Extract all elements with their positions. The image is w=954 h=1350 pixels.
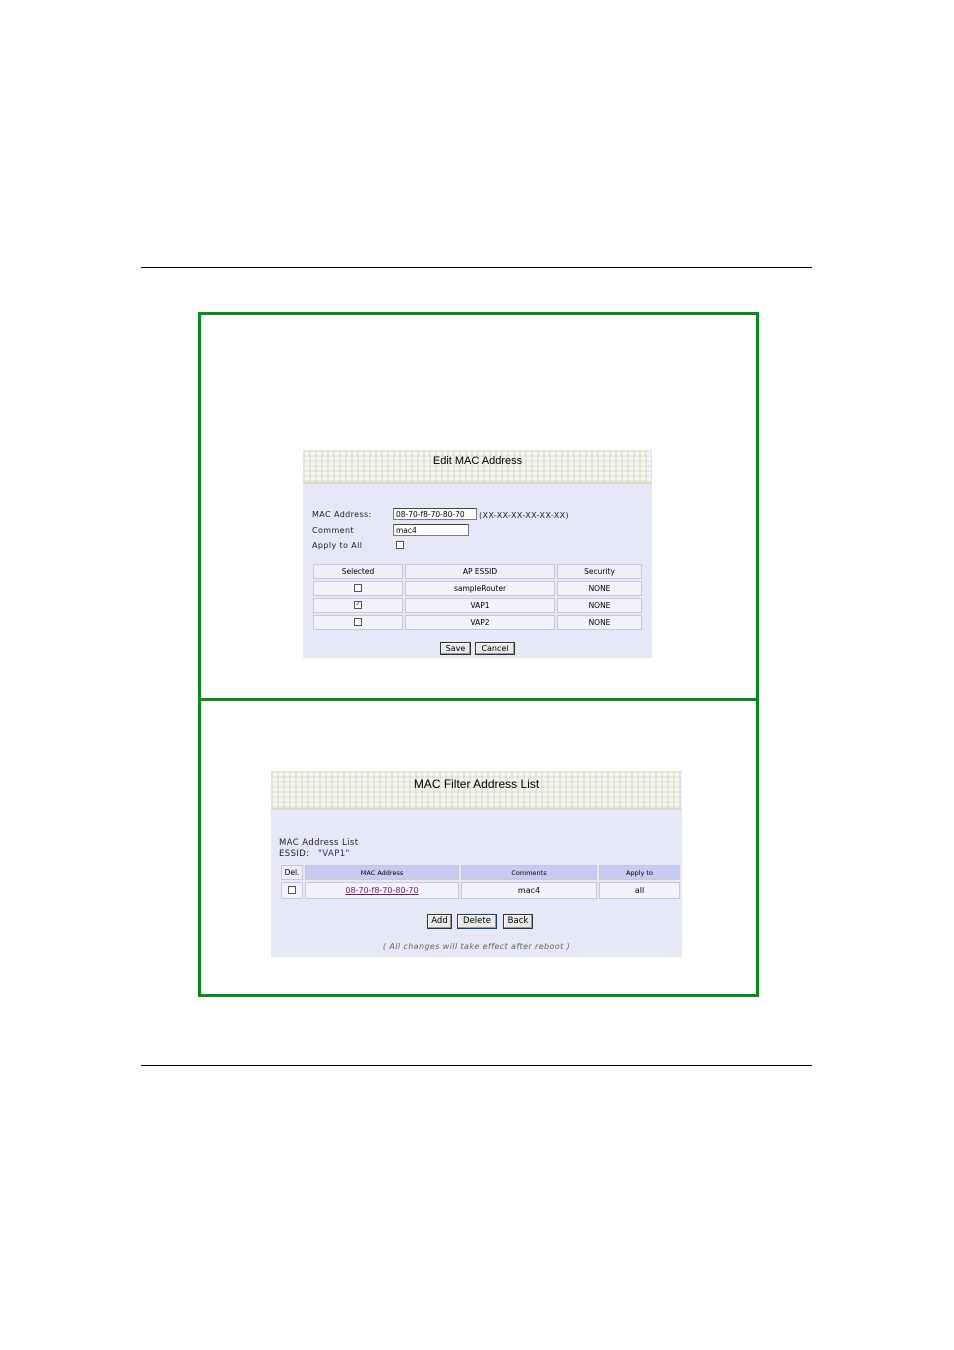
back-button[interactable]: Back	[503, 914, 533, 929]
col-del: Del.	[281, 865, 303, 880]
col-ap-essid: AP ESSID	[405, 564, 555, 579]
comment-input[interactable]: mac4	[393, 524, 469, 536]
mac-address-label: MAC Address:	[312, 510, 372, 519]
row-apply: all	[599, 882, 680, 899]
mac-list-table	[279, 863, 682, 901]
table-row	[313, 615, 642, 630]
table-row	[313, 598, 642, 613]
row-delete-checkbox[interactable]	[288, 886, 296, 894]
essid-table-header	[313, 564, 642, 579]
row-security: NONE	[557, 581, 642, 596]
delete-button[interactable]: Delete	[457, 914, 497, 929]
bottom-rule	[141, 1065, 812, 1066]
row-essid: sampleRouter	[405, 581, 555, 596]
edit-mac-title: Edit MAC Address	[432, 455, 523, 467]
row-essid: VAP2	[405, 615, 555, 630]
save-button[interactable]: Save	[440, 642, 471, 655]
row-security: NONE	[557, 615, 642, 630]
row-security: NONE	[557, 598, 642, 613]
mac-filter-title: MAC Filter Address List	[413, 777, 540, 791]
row-select-checkbox[interactable]	[354, 601, 362, 609]
mac-filter-header	[271, 771, 682, 810]
reboot-note: ( All changes will take effect after reboot )	[382, 942, 571, 951]
comment-label: Comment	[312, 526, 354, 535]
top-rule	[141, 267, 812, 268]
edit-mac-header	[303, 450, 652, 484]
mac-list-heading: MAC Address List	[279, 838, 359, 848]
apply-all-checkbox[interactable]	[396, 541, 404, 549]
mac-address-input[interactable]: 08-70-f8-70-80-70	[393, 508, 477, 520]
table-row	[281, 882, 680, 899]
edit-mac-panel	[303, 450, 652, 658]
add-button[interactable]: Add	[427, 914, 452, 929]
row-select-checkbox[interactable]	[354, 584, 362, 592]
essid-value: "VAP1"	[318, 849, 350, 859]
row-essid: VAP1	[405, 598, 555, 613]
col-mac-address: MAC Address	[305, 865, 459, 880]
col-selected: Selected	[313, 564, 403, 579]
row-comment: mac4	[461, 882, 597, 899]
mac-format-hint: (XX-XX-XX-XX-XX-XX)	[479, 511, 570, 520]
table-row	[313, 581, 642, 596]
essid-label: ESSID:	[279, 849, 310, 859]
cancel-button[interactable]: Cancel	[475, 642, 515, 655]
essid-table	[311, 562, 644, 632]
apply-all-label: Apply to All	[312, 541, 363, 550]
row-mac-link[interactable]: 08-70-f8-70-80-70	[345, 886, 419, 895]
col-apply-to: Apply to	[599, 865, 680, 880]
col-security: Security	[557, 564, 642, 579]
col-comments: Comments	[461, 865, 597, 880]
mac-filter-panel	[271, 771, 682, 957]
row-select-checkbox[interactable]	[354, 618, 362, 626]
mac-list-header	[281, 865, 680, 880]
